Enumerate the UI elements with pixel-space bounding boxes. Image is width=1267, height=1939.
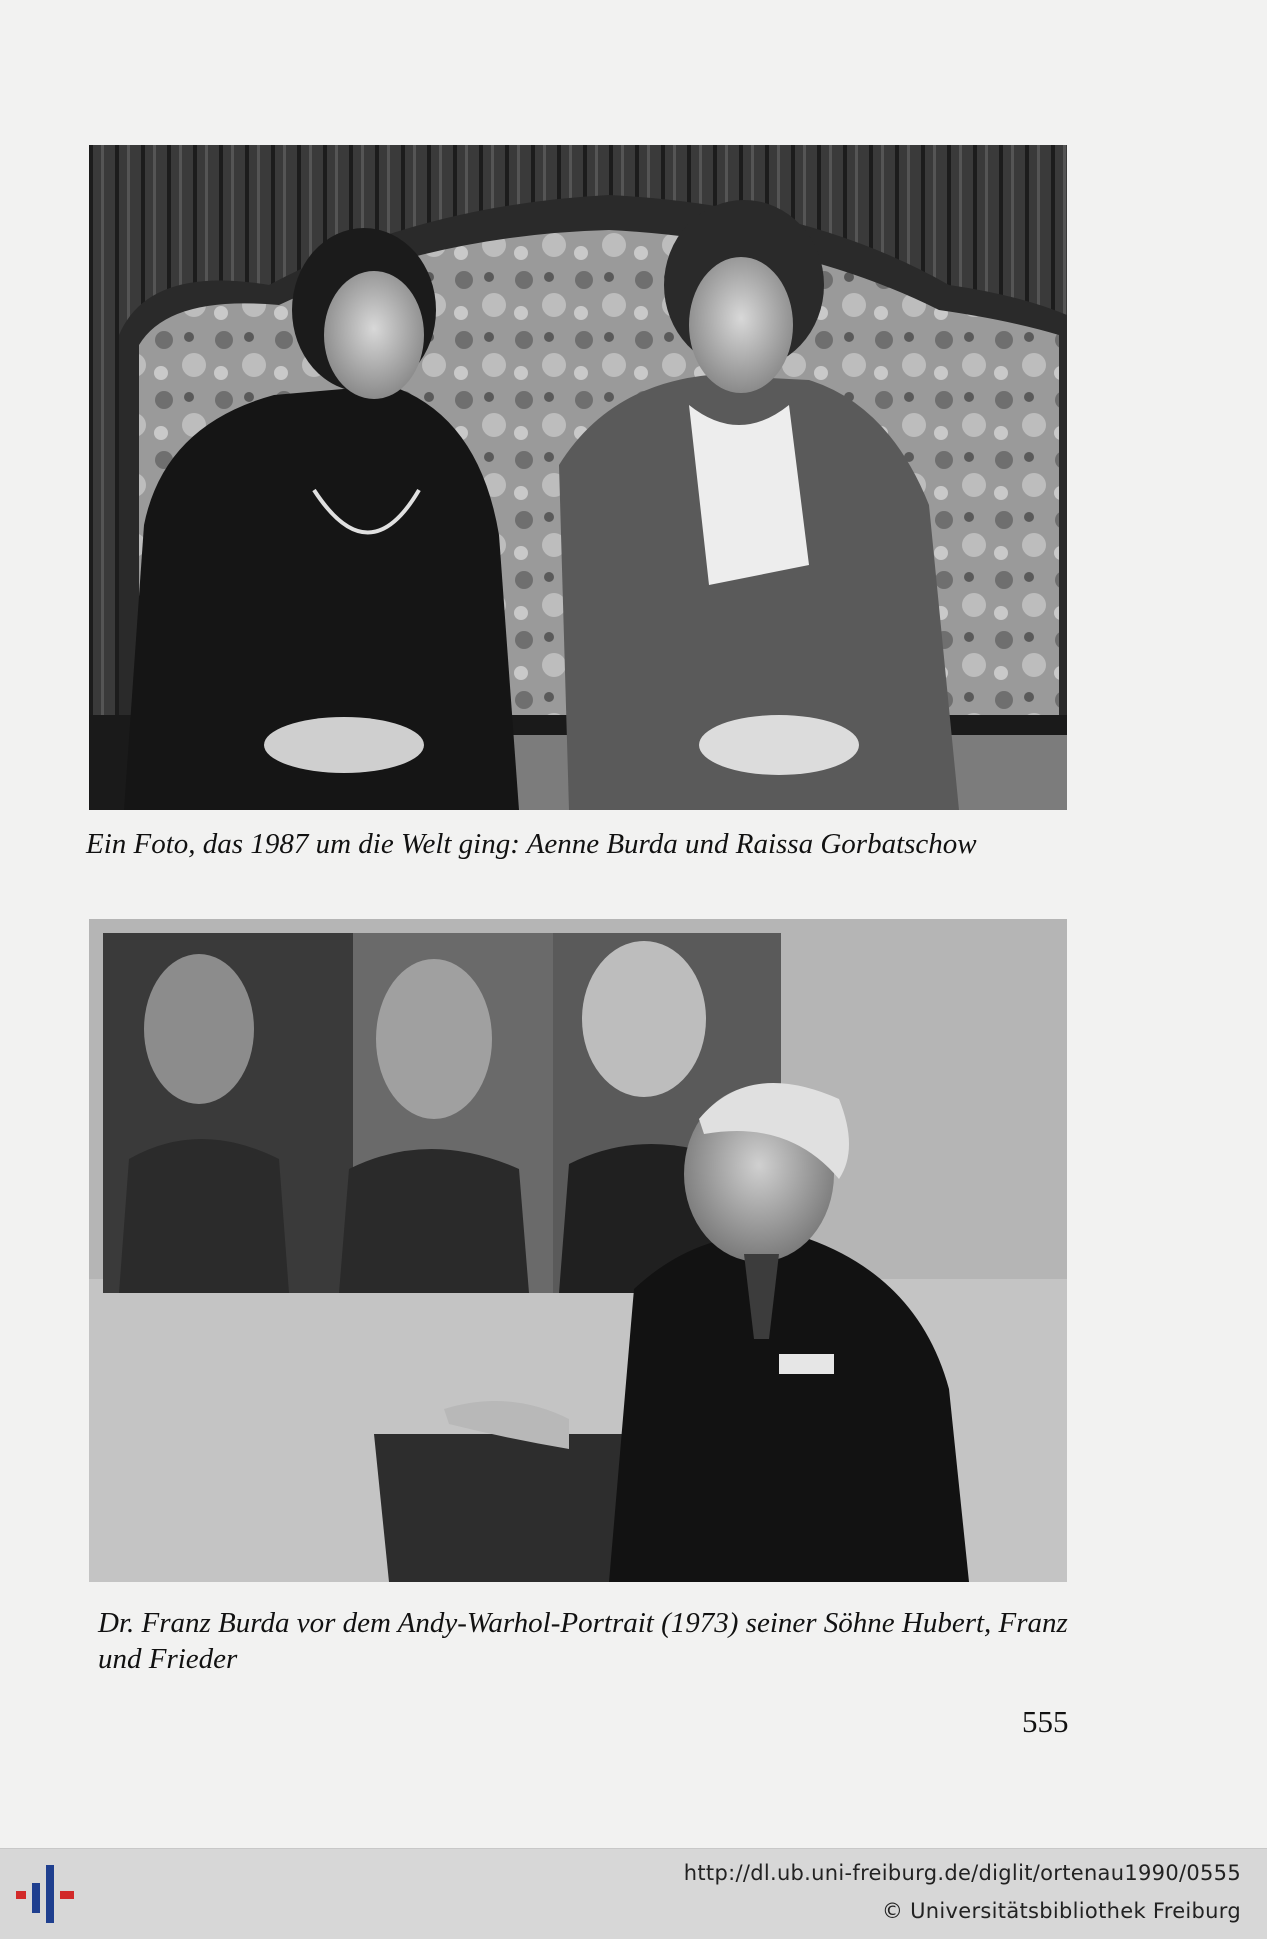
page-number: 555	[1022, 1704, 1069, 1739]
copyright-notice: © Universitätsbibliothek Freiburg	[881, 1899, 1241, 1923]
burda-gorbatschow-photo	[89, 145, 1067, 810]
figure-caption: Dr. Franz Burda vor dem Andy-Warhol-Portrait (1973) seiner Söhne Hubert, Franz und Frieder	[98, 1607, 1068, 1675]
photo-image	[89, 919, 1067, 1582]
footer-bar	[0, 1848, 1267, 1939]
source-url-link[interactable]: http://dl.ub.uni-freiburg.de/diglit/ortenau1990/0555	[683, 1861, 1241, 1885]
ub-freiburg-logo-icon	[14, 1863, 80, 1925]
figure-caption: Ein Foto, das 1987 um die Welt ging: Aenne Burda und Raissa Gorbatschow	[86, 828, 977, 860]
franz-burda-warhol-photo	[89, 919, 1067, 1582]
photo-image	[89, 145, 1067, 810]
